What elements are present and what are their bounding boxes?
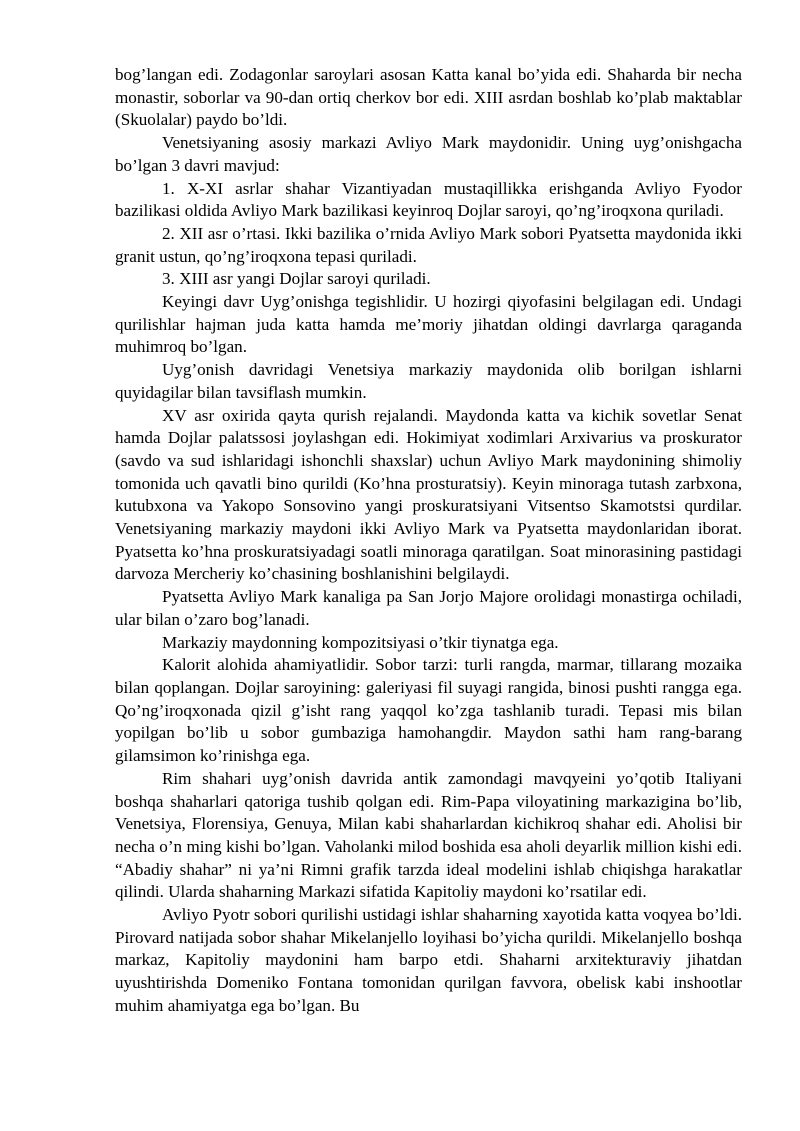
paragraph-renaissance-works: Uyg’onish davridagi Venetsiya markaziy maydonida olib borilgan ishlarni quyidagilar bilan tavsiflash mumkin.: [115, 360, 742, 402]
paragraph-venice-center: Venetsiyaning asosiy markazi Avliyo Mark maydonidir. Uning uyg’onishgacha bo’lgan 3 davri mavjud:: [115, 133, 742, 175]
list-item-period-3: 3. XIII asr yangi Dojlar saroyi quriladi.: [162, 269, 431, 289]
paragraph-rome: Rim shahari uyg’onish davrida antik zamondagi mavqyeini yo’qotib Italiyani boshqa shaharlari qatoriga tushib qolgan edi. Rim-Papa viloyatining markazigina bo’lib, Venetsiya, Florensiya, Genuya, Milan kabi shaharlardan kichikroq shahar edi. Aholisi bir necha o’n ming kishi bo’lgan. Vaholanki milod boshida esa aholi deyarlik million kishi edi. “Abadiy shahar” ni ya’ni Rimni grafik tarzda ideal modelini ishlab chiqishga harakatlar qilindi. Ularda shaharning Markazi sifatida Kapitoliy maydoni ko’rsatilar edi.: [115, 768, 742, 902]
list-item-period-2: 2. XII asr o’rtasi. Ikki bazilika o’rnida Avliyo Mark sobori Pyatsetta maydonida ikki granit ustun, qo’ng’iroqxona tepasi quriladi.: [115, 223, 742, 266]
list-item-period-1: 1. X-XI asrlar shahar Vizantiyadan mustaqillikka erishganda Avliyo Fyodor bazilikasi oldida Avliyo Mark bazilikasi keyinroq Dojlar saroyi, qo’ng’iroqxona quriladi.: [115, 178, 742, 221]
paragraph-composition: Markaziy maydonning kompozitsiyasi o’tkir tiynatga ega.: [162, 632, 559, 652]
paragraph-piazzetta: Pyatsetta Avliyo Mark kanaliga pa San Jorjo Majore orolidagi monastirga ochiladi, ular bilan o’zaro bog’lanadi.: [115, 587, 742, 629]
document-page: [115, 64, 742, 1018]
paragraph-reconstruction: XV asr oxirida qayta qurish rejalandi. Maydonda katta va kichik sovetlar Senat hamda Dojlar palatssosi joylashgan edi. Hokimiyat xodimlari Arxivarius va proskurator (savdo va sud ishlaridagi ishonchli shaxslar) uchun Avliyo Mark maydonining shimoliy tomonida uch qavatli bino qurildi (Ko’hna prosturatsiy). Keyin minoraga tutash zarbxona, kutubxona va Yakopo Sonsovino yangi proskuratsiyani Vitsentso Skamotstsi qurdilar. Venetsiyaning markaziy maydoni ikki Avliyo Mark va Pyatsetta maydonlaridan iborat. Pyatsetta ko’hna proskuratsiyadagi soatli minoraga qaratilgan. Soat minorasining pastidagi darvoza Mercheriy ko’chasining boshlanishini belgilaydi.: [115, 405, 742, 584]
paragraph-renaissance-period: Keyingi davr Uyg’onishga tegishlidir. U hozirgi qiyofasini belgilagan edi. Undagi qurilishlar hajman juda katta hamda me’moriy jihatdan oldingi davrlarga qaraganda muhimroq bo’lgan.: [115, 292, 742, 357]
paragraph-st-peter: Avliyo Pyotr sobori qurilishi ustidagi ishlar shaharning xayotida katta voqyea bo’ldi. Pirovard natijada sobor shahar Mikelanjello loyihasi bo’yicha qurildi. Mikelanjello boshqa markaz, Kapitoliy maydonini ham barpo etdi. Shaharni arxitekturaviy jihatdan uyushtirishda Domeniko Fontana tomonidan qurilgan favvora, obelisk kabi inshootlar muhim ahamiyatga ega bo’lgan. Bu: [115, 905, 742, 1015]
paragraph-coloring: Kalorit alohida ahamiyatlidir. Sobor tarzi: turli rangda, marmar, tillarang mozaika bilan qoplangan. Dojlar saroyining: galeriyasi fil suyagi rangida, binosi pushti rangga ega. Qo’ng’iroqxonada qizil g’isht rang yaqqol ko’zga tashlanib turadi. Tepasi mis bilan yopilgan bo’lib u sobor gumbaziga hamohangdir. Maydon sathi ham rang-barang gilamsimon ko’rinishga ega.: [115, 655, 742, 766]
paragraph-continuation: bog’langan edi. Zodagonlar saroylari asosan Katta kanal bo’yida edi. Shaharda bir necha monastir, soborlar va 90-dan ortiq cherkov bor edi. XIII asrdan boshlab ko’plab maktablar (Skuolalar) paydo bo’ldi.: [115, 65, 742, 130]
